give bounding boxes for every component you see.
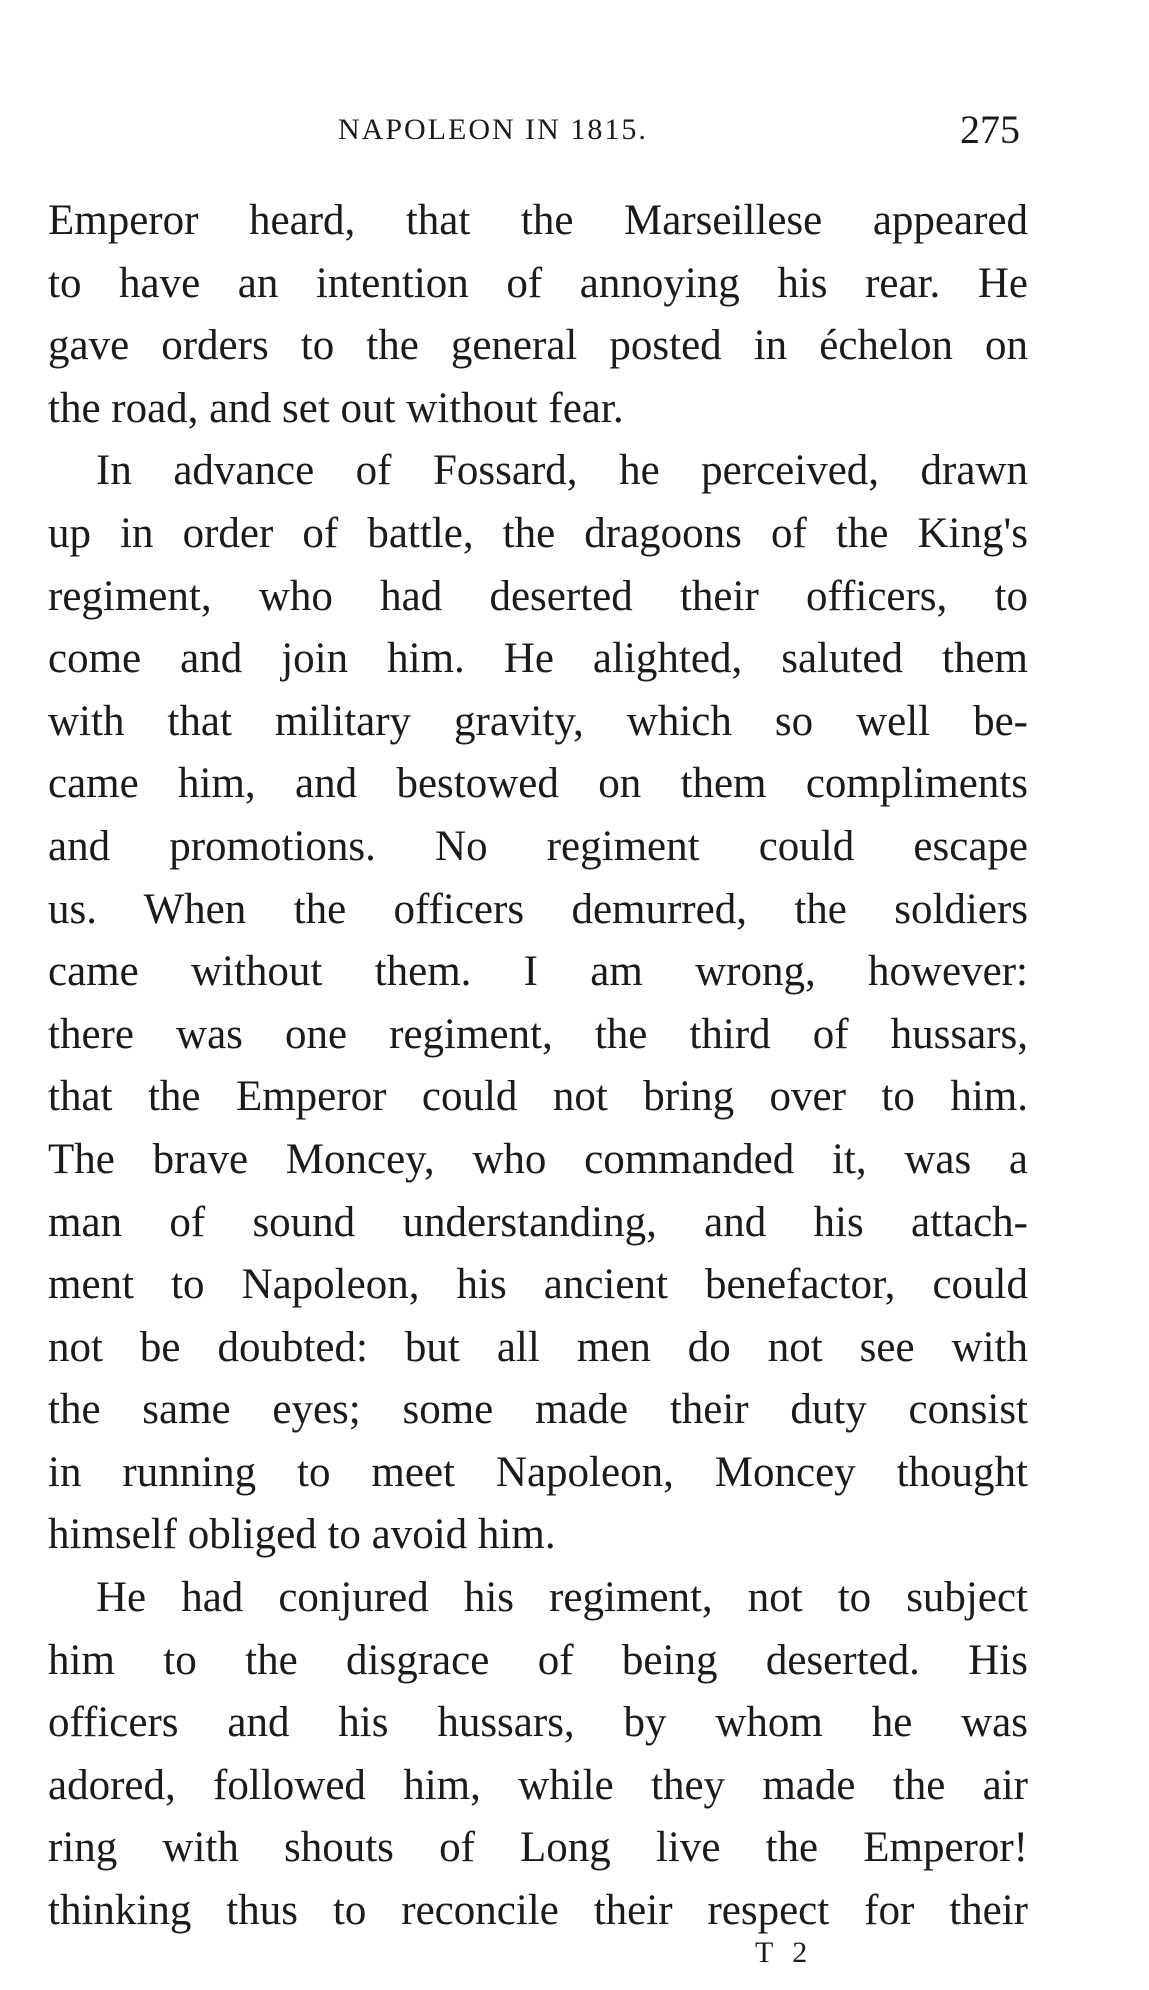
text-line: thinking thus to reconcile their respect for their <box>48 1887 1028 1935</box>
text-line: the road, and set out without fear. <box>48 384 624 432</box>
text-line: In advance of Fossard, he perceived, drawn <box>96 447 1028 495</box>
text-line: us. When the officers demurred, the soldiers <box>48 885 1028 933</box>
text-line: there was one regiment, the third of hussars, <box>48 1010 1028 1058</box>
text-line: officers and his hussars, by whom he was <box>48 1699 1028 1747</box>
text-line: to have an intention of annoying his rear. He <box>48 259 1028 307</box>
text-line: He had conjured his regiment, not to subject <box>96 1574 1028 1622</box>
text-line: come and join him. He alighted, saluted them <box>48 635 1028 683</box>
text-line: man of sound understanding, and his attach- <box>48 1198 1028 1246</box>
running-head <box>48 100 1028 160</box>
text-line: not be doubted: but all men do not see with <box>48 1323 1028 1371</box>
body-text <box>48 190 1028 1943</box>
text-line: and promotions. No regiment could escape <box>48 822 1028 870</box>
text-line: the same eyes; some made their duty consist <box>48 1386 1028 1434</box>
text-line: that the Emperor could not bring over to him. <box>48 1073 1028 1121</box>
text-line: ring with shouts of Long live the Emperor! <box>48 1824 1028 1872</box>
text-line: himself obliged to avoid him. <box>48 1511 556 1559</box>
text-line: The brave Moncey, who commanded it, was a <box>48 1135 1028 1183</box>
text-line: Emperor heard, that the Marseillese appeared <box>48 197 1028 244</box>
running-title: NAPOLEON IN 1815. <box>338 113 648 146</box>
text-line: ment to Napoleon, his ancient benefactor, could <box>48 1261 1028 1309</box>
page-number: 275 <box>960 107 1020 152</box>
text-line: gave orders to the general posted in échelon on <box>48 322 1028 370</box>
text-line: him to the disgrace of being deserted. His <box>48 1636 1028 1684</box>
text-line: adored, followed him, while they made the air <box>48 1761 1028 1809</box>
text-line: came him, and bestowed on them compliments <box>48 760 1028 808</box>
signature-mark: T 2 <box>755 1936 814 1969</box>
text-line: up in order of battle, the dragoons of the King's <box>48 509 1028 557</box>
text-line: with that military gravity, which so well be- <box>48 697 1028 745</box>
text-line: in running to meet Napoleon, Moncey thought <box>48 1448 1028 1496</box>
text-line: came without them. I am wrong, however: <box>48 948 1028 996</box>
text-line: regiment, who had deserted their officers, to <box>48 572 1028 620</box>
